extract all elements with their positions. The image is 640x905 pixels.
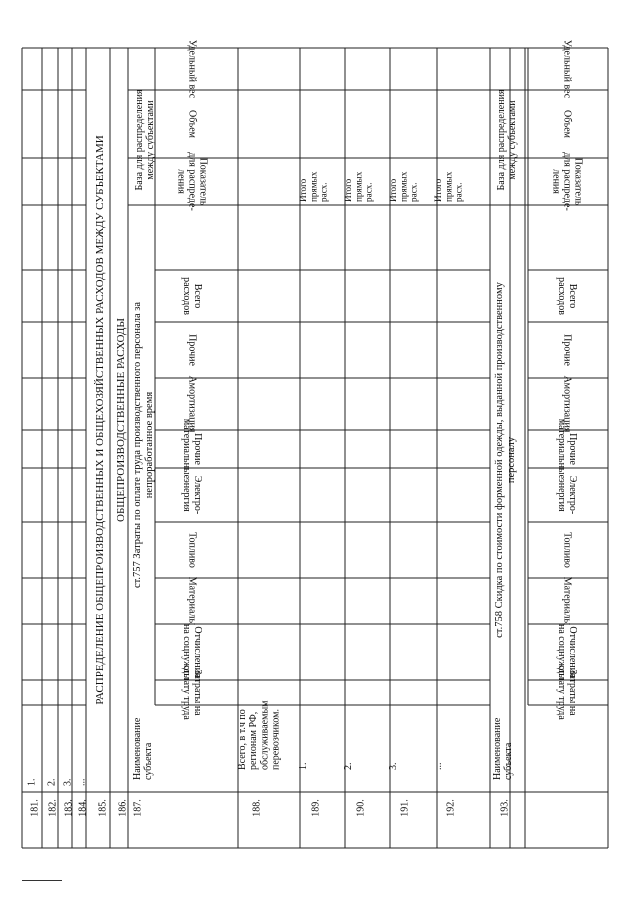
svg-text:Материалы: Материалы	[561, 576, 573, 626]
svg-text:189.: 189.	[310, 799, 322, 817]
cost-col-header-b-2	[556, 624, 578, 680]
row-number-190	[356, 799, 367, 817]
row-number-181	[30, 799, 41, 817]
svg-text:Наименованиесубъекта: Наименованиесубъекта	[132, 717, 155, 780]
svg-text:188.: 188.	[251, 799, 263, 817]
row-name-191	[388, 763, 399, 771]
svg-text:Прочиематериальные: Прочиематериальные	[555, 418, 579, 480]
svg-text:Итогопрямыхрасх.: Итогопрямыхрасх.	[343, 171, 374, 202]
row-number-182	[48, 799, 59, 817]
cost-col-header-4	[187, 532, 198, 568]
svg-text:Объем: Объем	[561, 110, 573, 138]
svg-text:Затраты наоплату труда: Затраты наоплату труда	[555, 665, 579, 720]
svg-text:Электро-энергия: Электро-энергия	[555, 475, 579, 515]
cost-col-header-b-8	[562, 334, 573, 366]
svg-text:2.: 2.	[343, 762, 354, 770]
svg-text:184.: 184.	[77, 799, 89, 817]
base-col-header-b-2	[562, 110, 573, 139]
svg-text:Прочиематериальные: Прочиематериальные	[180, 418, 204, 480]
top-item-1	[27, 779, 38, 787]
svg-text:Топливо: Топливо	[561, 532, 573, 568]
row-indicator-192	[433, 171, 464, 202]
svg-text:Итогопрямыхрасх.: Итогопрямыхрасх.	[388, 171, 419, 202]
svg-text:187.: 187.	[132, 799, 144, 817]
article-758-title	[494, 281, 517, 637]
svg-text:182.: 182.	[47, 799, 59, 817]
subsection-title	[115, 318, 127, 522]
cost-col-header-b-7	[562, 376, 573, 433]
row-indicator-190	[343, 171, 374, 202]
svg-text:185.: 185.	[97, 799, 109, 817]
base-col-header-b-1	[550, 152, 583, 211]
row-number-193	[500, 799, 511, 817]
base-header-193	[496, 89, 518, 190]
top-item-2	[47, 779, 58, 787]
row-indicator-191	[388, 171, 419, 202]
svg-text:3.: 3.	[388, 762, 399, 770]
svg-text:183.: 183.	[63, 799, 75, 817]
cost-col-header-b-5	[556, 476, 578, 514]
svg-text:193.: 193.	[499, 799, 511, 817]
svg-text:ст.757 Затраты по оплате труда: ст.757 Затраты по оплате труда производственного персонала занепроработанное время	[132, 301, 155, 589]
row-number-183	[64, 799, 75, 817]
svg-text:Всегорасходов: Всегорасходов	[555, 277, 579, 315]
base-col-header-3	[187, 40, 198, 99]
svg-text:Амортизация: Амортизация	[561, 375, 573, 433]
svg-text:2.: 2.	[46, 778, 58, 786]
svg-text:Наименованиесубъекта: Наименованиесубъекта	[492, 717, 515, 780]
svg-text:...: ...	[433, 762, 444, 770]
svg-text:Топливо: Топливо	[186, 532, 198, 568]
cost-col-header-9	[181, 277, 203, 315]
svg-text:1.: 1.	[26, 778, 38, 786]
top-item-3	[63, 779, 74, 787]
cost-col-header-5	[181, 476, 203, 514]
svg-text:ОБЩЕПРОИЗВОДСТВЕННЫЕ РАСХОДЫ: ОБЩЕПРОИЗВОДСТВЕННЫЕ РАСХОДЫ	[114, 317, 127, 523]
cost-col-header-b-9	[556, 277, 578, 315]
row-number-187	[133, 799, 144, 817]
svg-text:191.: 191.	[399, 799, 411, 817]
cost-col-header-2	[181, 624, 203, 680]
row-indicator-189	[298, 171, 329, 202]
cost-col-header-b-3	[562, 577, 573, 626]
svg-text:1.: 1.	[298, 762, 309, 770]
svg-text:Отчисленияна соцнужды: Отчисленияна соцнужды	[180, 623, 204, 681]
row-number-184	[78, 799, 89, 817]
base-col-header-b-3	[562, 40, 573, 99]
cost-col-header-3	[187, 577, 198, 626]
svg-text:192.: 192.	[445, 799, 457, 817]
svg-text:Материалы: Материалы	[186, 576, 198, 626]
entity-header-187	[132, 717, 154, 780]
cost-col-header-8	[187, 334, 198, 366]
article-757-title	[132, 302, 155, 588]
svg-text:Прочие: Прочие	[561, 334, 573, 366]
row-number-191	[400, 799, 411, 817]
svg-text:Отчисленияна соцнужды: Отчисленияна соцнужды	[555, 623, 579, 681]
svg-text:Электро-энергия: Электро-энергия	[180, 475, 204, 515]
cost-col-header-7	[187, 376, 198, 433]
base-col-header-1	[175, 152, 208, 211]
svg-text:Итогопрямыхрасх.: Итогопрямыхрасх.	[433, 171, 464, 202]
row-number-192	[446, 799, 457, 817]
svg-text:Показательдля распреде-ления: Показательдля распреде-ления	[550, 152, 584, 211]
base-header-187	[134, 89, 156, 190]
svg-text:РАСПРЕДЕЛЕНИЕ ОБЩЕПРОИЗВОДСТВЕ: РАСПРЕДЕЛЕНИЕ ОБЩЕПРОИЗВОДСТВЕННЫХ И ОБЩЕХОЗЯЙСТВЕННЫХ РАСХОДОВ МЕЖДУ СУБЪЕКТАМИ	[93, 135, 106, 705]
svg-text:Затраты наоплату труда: Затраты наоплату труда	[180, 665, 204, 720]
row-name-189	[298, 763, 309, 771]
row-number-185	[98, 799, 109, 817]
cost-col-header-b-4	[562, 532, 573, 568]
table-grid	[22, 48, 608, 848]
svg-text:База для распределениямежду су: База для распределениямежду субъектами	[496, 89, 519, 191]
svg-text:Всегорасходов: Всегорасходов	[180, 277, 204, 315]
top-item-4	[77, 779, 88, 787]
svg-text:181.: 181.	[29, 799, 41, 817]
svg-text:Итогопрямыхрасх.: Итогопрямыхрасх.	[298, 171, 329, 202]
svg-text:Удельный вес: Удельный вес	[561, 39, 573, 99]
svg-text:ст.758 Скидка по стоимости фор: ст.758 Скидка по стоимости форменной одежды, выданной производственномуперсоналу	[494, 282, 517, 638]
svg-text:...: ...	[76, 778, 88, 786]
footnote-separator	[22, 880, 62, 881]
entity-header-193	[492, 717, 514, 780]
row-number-188	[252, 799, 263, 817]
svg-text:Удельный вес: Удельный вес	[186, 39, 198, 99]
svg-text:190.: 190.	[355, 799, 367, 817]
row-name-188	[237, 700, 282, 770]
svg-text:Показательдля распреде-ления: Показательдля распреде-ления	[175, 152, 209, 211]
row-name-192	[433, 763, 444, 771]
row-number-186	[118, 799, 129, 817]
svg-text:База для распределениямежду су: База для распределениямежду субъектами	[134, 89, 157, 191]
row-name-190	[343, 763, 354, 771]
svg-text:Прочие: Прочие	[186, 334, 198, 366]
svg-text:Амортизация: Амортизация	[186, 375, 198, 433]
svg-text:186.: 186.	[117, 799, 129, 817]
svg-text:Объем: Объем	[186, 110, 198, 138]
svg-text:3.: 3.	[62, 778, 74, 786]
row-number-189	[311, 799, 322, 817]
base-col-header-2	[187, 110, 198, 139]
svg-text:Всего, в т.ч порегионам РФ,обс: Всего, в т.ч порегионам РФ,обслуживаемымперевозчиком.	[237, 700, 282, 770]
section-title	[94, 135, 106, 704]
